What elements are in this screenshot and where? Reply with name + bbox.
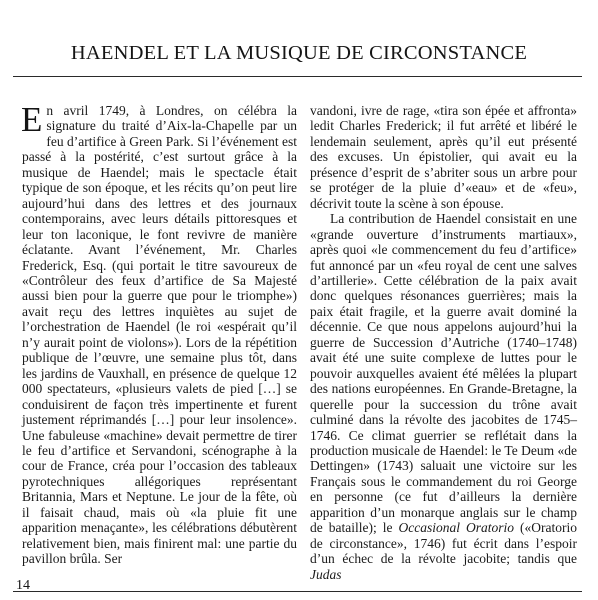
footer-rule — [13, 591, 582, 592]
paragraph — [21, 100, 297, 567]
left-column — [21, 100, 297, 567]
work-title-occasional-oratorio: Occasional Oratorio — [398, 520, 515, 536]
right-column — [310, 103, 577, 582]
paragraph: vandoni, ivre de rage, «tira son épée et affronta» ledit Charles Frederick; il fut arrêté et libéré le lendemain seulement, après qu’il eut présenté des excuses. Un épistolier, qui avait eu la présence d’esprit de s’abriter sous un arbre pour se protéger de la pluie d’«eau» et de «feu», décrivit toute la scène à son épouse. — [310, 103, 577, 211]
work-title-judas: Judas — [310, 566, 342, 582]
page-title: HAENDEL ET LA MUSIQUE DE CIRCONSTANCE — [70, 42, 528, 64]
title-rule — [13, 76, 582, 77]
paragraph — [310, 211, 577, 582]
page-number: 14 — [16, 578, 30, 593]
paragraph-text: («Oratorio de circonstance», 1746) fut écrit dans l’espoir d’un échec de la révolte jacobite; tandis que — [310, 520, 578, 567]
paragraph-text: n avril 1749, à Londres, on célébra la signature du traité d’Aix-la-Chapelle par un feu d’artifice à Green Park. Si l’événement est passé à la postérité, c’est surtout grâce à la musique de Haendel; mais le spectacle était typique de son époque, et les récits qu’on peut lire aujourd’hui dans des lettres et des journaux contemporains, avec leurs détails pittoresques et leur ton laconique, le font revivre de manière éclatante. Avant l’événement, Mr. Charles Frederick, Esq. (qui portait le titre savoureux de «Contrôleur des feux d’artifice de Sa Majesté aussi bien pour la guerre que pour le triomphe») avait reçu des lettres inquiètes au sujet de l’orchestration de Haendel (le roi «espérait qu’il n’y aurait point de violons»). Lors de la répétition publique de l’œuvre, une semaine plus tôt, dans les jardins de Vauxhall, en présence de quelque 12 000 spectateurs, «plusieurs valets de pied […] se conduisirent de façon très impertinente et furent justement réprimandés […] pour leur insolence». Une fabuleuse «machine» devait permettre de tirer le feu d’artifice et Servandoni, scénographe à la cour de France, créa pour l’occasion des tableaux pyrotechniques allégoriques représentant Britannia, Mars et Neptune. Le jour de la fête, où il faisait chaud, mais où «la pluie fit une apparition menaçante», les célébrations débutèrent relativement bien, mais finirent mal: une partie du pavillon brûla. Ser — [22, 103, 297, 567]
drop-cap: E — [21, 100, 43, 139]
paragraph-text: La contribution de Haendel consistait en une «grande ouverture d’instruments martiaux», après quoi «le commencement du feu d’artifice» fut annoncé par un «feu royal de cent une salves d’artillerie». Cette célébration de la paix avait donc quelques résonances guerrières; mais la paix était fragile, et la guerre avait dominé la décennie. Ce que nous appelons aujourd’hui la guerre de Succession d’Autriche (1740–1748) avait été une suite complexe de luttes pour le pouvoir auxquelles avaient été mêlées la plupart des nations européennes. En Grande-Bretagne, la querelle pour la succession du trône avait culminé dans la révolte des jacobites de 1745–1746. Ce climat guerrier se reflétait dans la production musicale de Haendel: le Te Deum «de Dettingen» (1743) saluait une victoire sur les Français sous le commandement du roi George en personne (ce fut d’ailleurs la dernière apparition d’un monarque anglais sur le champ de bataille); le — [310, 211, 577, 536]
